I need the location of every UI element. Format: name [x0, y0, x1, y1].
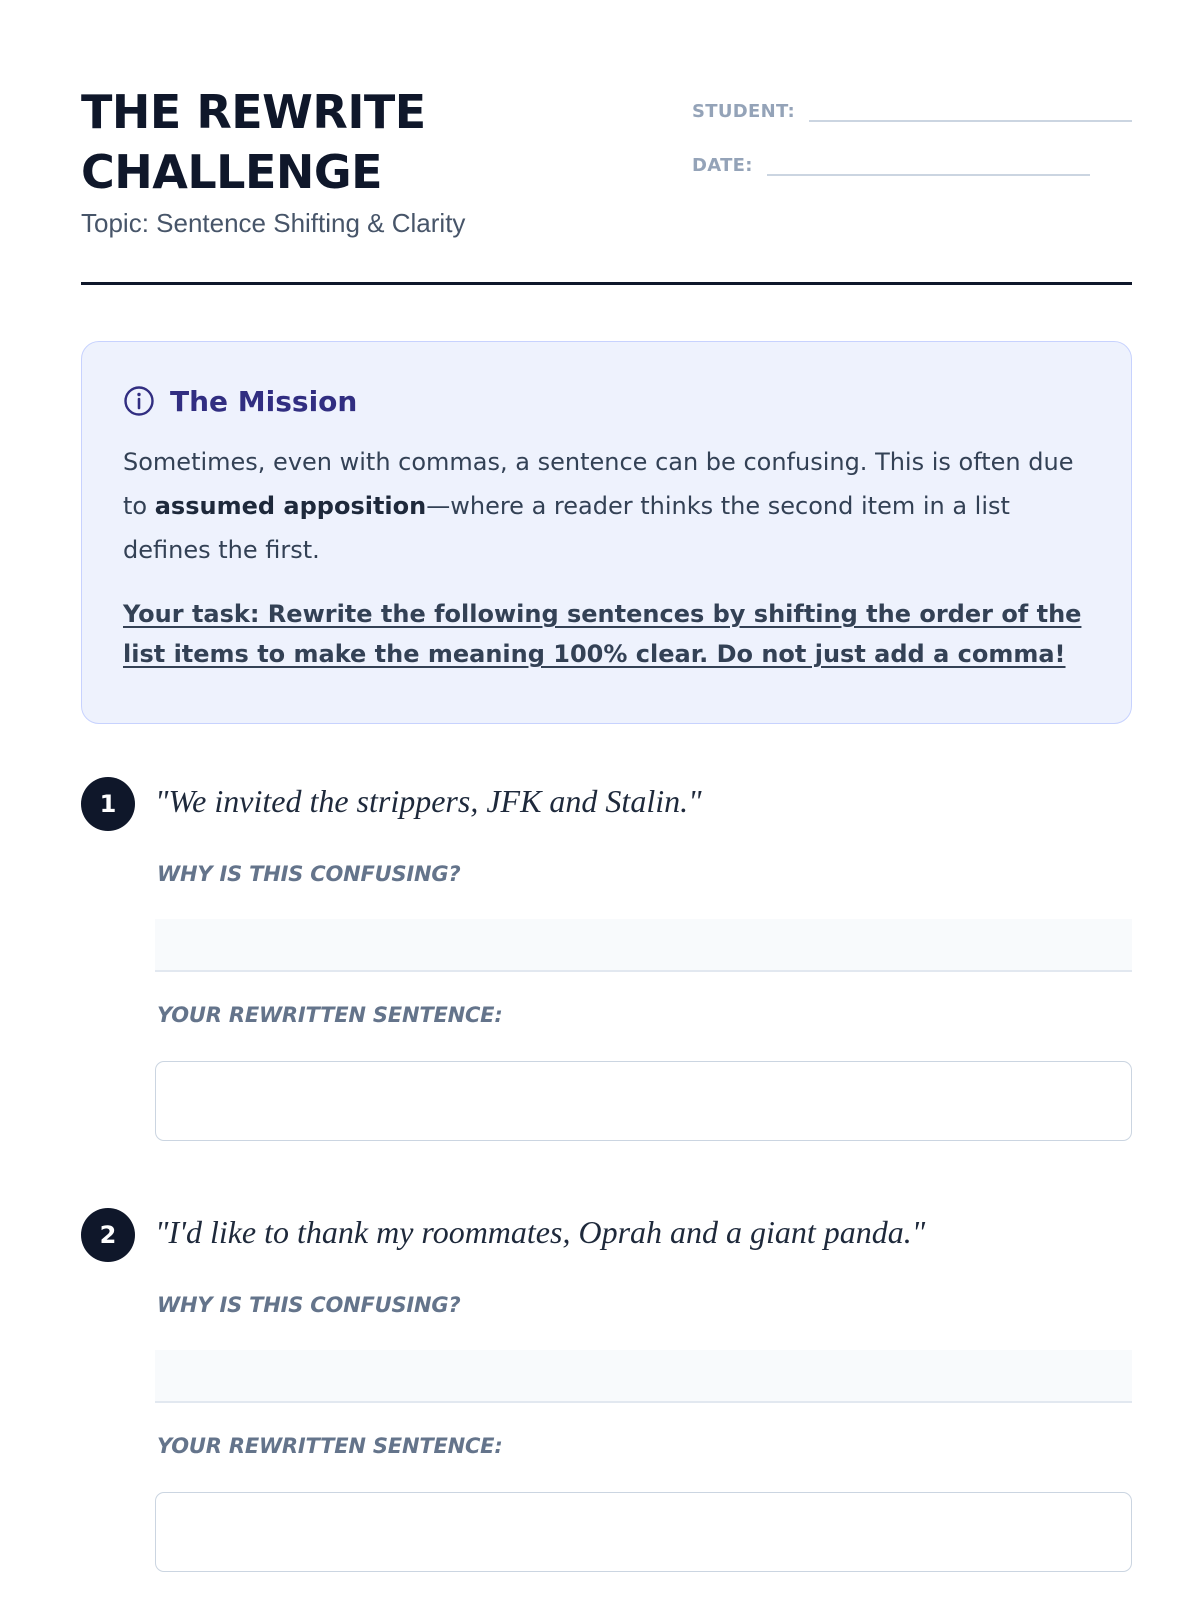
question-number-badge: 2	[81, 1208, 135, 1262]
info-icon	[123, 385, 155, 417]
mission-header	[123, 382, 1090, 420]
rewritten-sentence-field[interactable]	[155, 1492, 1132, 1572]
page-title	[81, 82, 641, 202]
student-field	[692, 86, 1132, 122]
why-confusing-answer-field[interactable]	[155, 1350, 1132, 1403]
date-line[interactable]	[767, 140, 1090, 176]
date-field	[692, 140, 1090, 176]
date-label: DATE:	[692, 155, 753, 176]
student-name-line[interactable]	[809, 86, 1132, 122]
worksheet-page	[81, 0, 1132, 1458]
question-sentence: "I'd like to thank my roommates, Oprah and a giant panda."	[155, 1214, 926, 1250]
why-confusing-label: WHY IS THIS CONFUSING?	[157, 1293, 461, 1317]
question-number-badge: 1	[81, 777, 135, 831]
student-label: STUDENT:	[692, 101, 796, 122]
question-sentence: "We invited the strippers, JFK and Stalin."	[155, 783, 702, 819]
mission-box	[81, 341, 1132, 724]
mission-title: The Mission	[170, 384, 358, 418]
mission-intro-text: Sometimes, even with commas, a sentence can be confusing. This is often due to	[123, 448, 1074, 520]
title-line-1: THE REWRITE	[81, 85, 426, 139]
mission-rest-text: —where a reader thinks the second item in a list defines the first.	[123, 492, 1010, 564]
rewritten-sentence-label: YOUR REWRITTEN SENTENCE:	[157, 1434, 503, 1458]
why-confusing-answer-field[interactable]	[155, 919, 1132, 972]
title-line-2: CHALLENGE	[81, 145, 383, 199]
mission-task: Your task: Rewrite the following sentences by shifting the order of the list items to make the meaning 100% clear. Do not just add a comma!	[123, 600, 1082, 668]
why-confusing-label: WHY IS THIS CONFUSING?	[157, 862, 461, 886]
mission-description	[123, 440, 1098, 572]
rewritten-sentence-field[interactable]	[155, 1061, 1132, 1141]
worksheet-header	[81, 0, 1132, 285]
topic-subtitle: Topic: Sentence Shifting & Clarity	[81, 208, 466, 238]
rewritten-sentence-label: YOUR REWRITTEN SENTENCE:	[157, 1003, 503, 1027]
mission-key-term: assumed apposition	[154, 492, 427, 520]
